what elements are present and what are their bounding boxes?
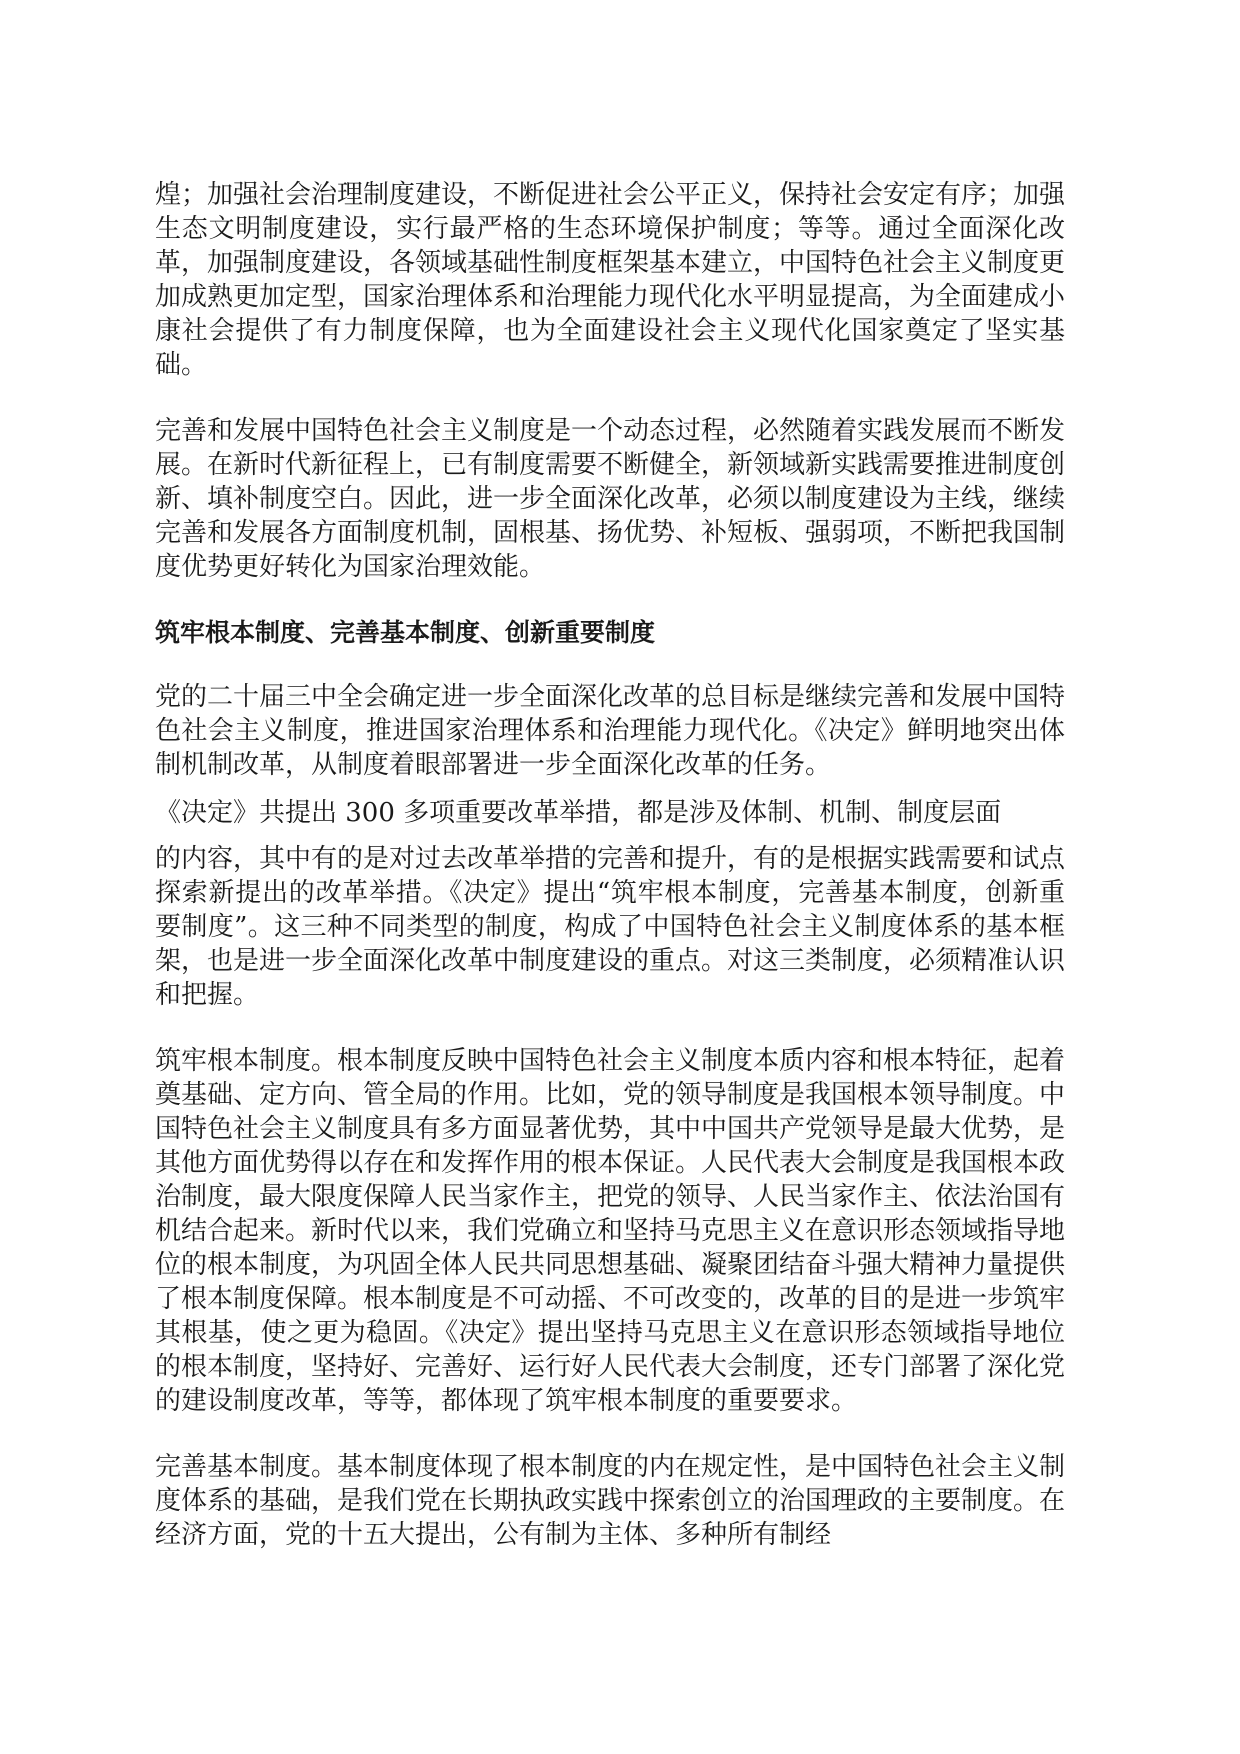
paragraph-system-building-results: 煌；加强社会治理制度建设，不断促进社会公平正义，保持社会安定有序；加强生态文明制度建设，实行最严格的生态环境保护制度；等等。通过全面深化改革，加强制度建设，各领域基础性制度框架基本建立，中国特色社会主义制度更加成熟更加定型，国家治理体系和治理能力现代化水平明显提高，为全面建成小康社会提供了有力制度保障，也为全面建设社会主义现代化国家奠定了坚实基础。: [155, 180, 1066, 380]
paragraph-basic-systems: 完善基本制度。基本制度体现了根本制度的内在规定性，是中国特色社会主义制度体系的基础，是我们党在长期执政实践中探索创立的治国理政的主要制度。在经济方面，党的十五大提出，公有制为主体、多种所有制经: [155, 1452, 1066, 1550]
paragraph-three-types-of-systems: 的内容，其中有的是对过去改革举措的完善和提升，有的是根据实践需要和试点探索新提出的改革举措。《决定》提出“筑牢根本制度，完善基本制度，创新重要制度”。这三种不同类型的制度，构成了中国特色社会主义制度体系的基本框架，也是进一步全面深化改革中制度建设的重点。对这三类制度，必须精准认识和把握。: [155, 844, 1066, 1010]
paragraph-fundamental-systems: 筑牢根本制度。根本制度反映中国特色社会主义制度本质内容和根本特征，起着奠基础、定方向、管全局的作用。比如，党的领导制度是我国根本领导制度。中国特色社会主义制度具有多方面显著优势，其中中国共产党领导是最大优势，是其他方面优势得以存在和发挥作用的根本保证。人民代表大会制度是我国根本政治制度，最大限度保障人民当家作主，把党的领导、人民当家作主、依法治国有机结合起来。新时代以来，我们党确立和坚持马克思主义在意识形态领域指导地位的根本制度，为巩固全体人民共同思想基础、凝聚团结奋斗强大精神力量提供了根本制度保障。根本制度是不可动摇、不可改变的，改革的目的是进一步筑牢其根基，使之更为稳固。《决定》提出坚持马克思主义在意识形态领域指导地位的根本制度，坚持好、完善好、运行好人民代表大会制度，还专门部署了深化党的建设制度改革，等等，都体现了筑牢根本制度的重要要求。: [155, 1046, 1066, 1416]
document-page: [155, 178, 1065, 1552]
paragraph-dynamic-process: 完善和发展中国特色社会主义制度是一个动态过程，必然随着实践发展而不断发展。在新时代新征程上，已有制度需要不断健全，新领域新实践需要推进制度创新、填补制度空白。因此，进一步全面深化改革，必须以制度建设为主线，继续完善和发展各方面制度机制，固根基、扬优势、补短板、强弱项，不断把我国制度优势更好转化为国家治理效能。: [155, 416, 1066, 582]
paragraph-reform-measures-count: 《决定》共提出 300 多项重要改革举措，都是涉及体制、机制、制度层面: [155, 798, 1002, 828]
paragraph-overall-goal: 党的二十届三中全会确定进一步全面深化改革的总目标是继续完善和发展中国特色社会主义制度，推进国家治理体系和治理能力现代化。《决定》鲜明地突出体制机制改革，从制度着眼部署进一步全面深化改革的任务。: [155, 682, 1066, 780]
section-heading: 筑牢根本制度、完善基本制度、创新重要制度: [155, 618, 656, 647]
